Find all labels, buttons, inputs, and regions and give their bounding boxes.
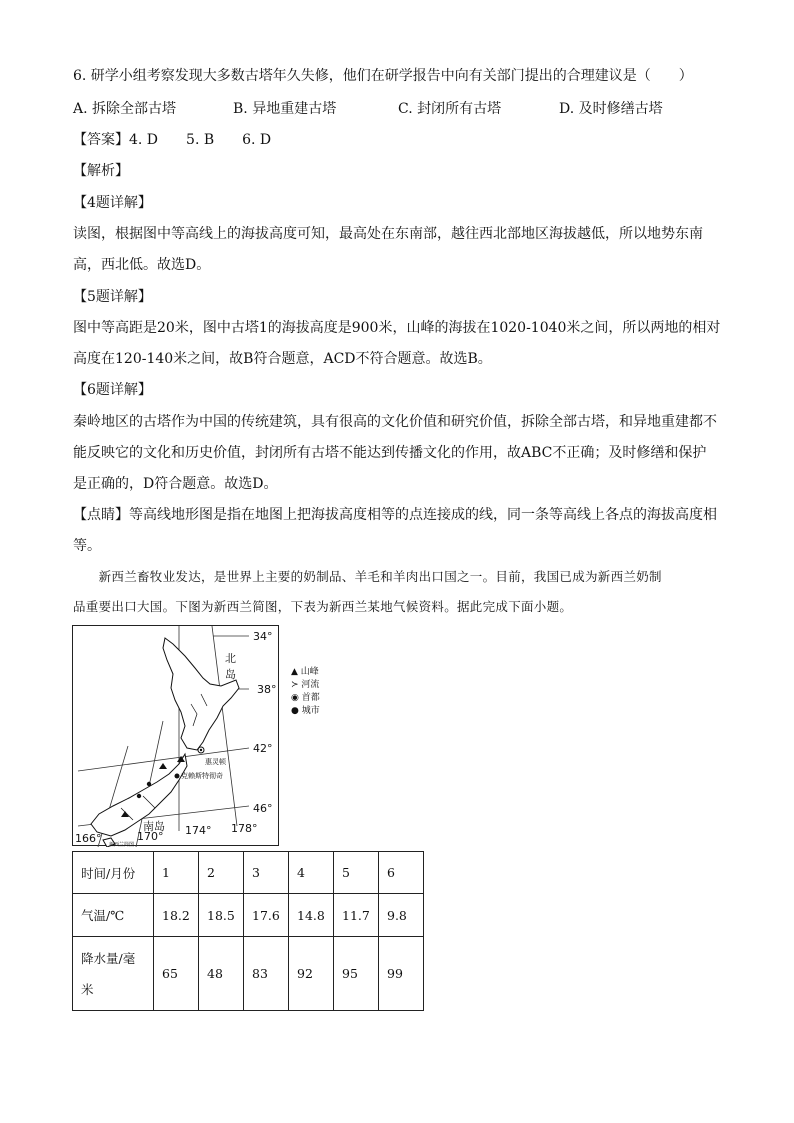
q6-line-1: 秦岭地区的古塔作为中国的传统建筑，具有很高的文化价值和研究价值，拆除全部古塔，和异地重建都不 bbox=[73, 414, 717, 430]
table-header-month: 时间/月份 bbox=[73, 852, 154, 894]
table-cell: 2 bbox=[199, 852, 244, 894]
table-cell: 1 bbox=[154, 852, 199, 894]
lon-label-170: 170° bbox=[137, 830, 164, 843]
table-cell: 83 bbox=[244, 937, 289, 1011]
q4-title: 【4题详解】 bbox=[73, 195, 152, 211]
peak-marker bbox=[159, 763, 167, 769]
lat-label-38: 38° bbox=[257, 683, 277, 696]
legend-river-label: 河流 bbox=[301, 680, 320, 690]
option-d: D. 及时修缮古塔 bbox=[559, 101, 663, 117]
q5-title: 【5题详解】 bbox=[73, 289, 152, 305]
question-6-stem: 6. 研学小组考察发现大多数古塔年久失修，他们在研学报告中向有关部门提出的合理建议是（ ） bbox=[73, 68, 693, 84]
map-small-label: 新西兰简图 bbox=[109, 842, 135, 847]
table-row bbox=[73, 852, 424, 894]
island-label-north-1: 北 bbox=[225, 652, 236, 665]
lat-label-34: 34° bbox=[253, 630, 273, 643]
lon-label-166: 166° bbox=[75, 832, 102, 845]
legend-city-label: 城市 bbox=[301, 706, 320, 716]
table-cell: 18.5 bbox=[199, 894, 244, 937]
city-icon: ● bbox=[291, 706, 302, 716]
table-cell: 4 bbox=[289, 852, 334, 894]
city-marker bbox=[147, 782, 151, 786]
climate-table bbox=[72, 851, 424, 1011]
precip-header-line-2: 米 bbox=[81, 981, 94, 997]
option-b: B. 异地重建古塔 bbox=[233, 101, 337, 117]
lon-label-174: 174° bbox=[185, 824, 212, 837]
intro-line-1: 新西兰畜牧业发达，是世界上主要的奶制品、羊毛和羊肉出口国之一。目前，我国已成为新西兰奶制 bbox=[73, 569, 662, 584]
tip-line-2: 等。 bbox=[73, 538, 101, 554]
legend-city bbox=[291, 705, 320, 718]
legend-peak bbox=[291, 666, 320, 679]
table-header-precipitation bbox=[73, 937, 154, 1011]
lat-label-42: 42° bbox=[253, 742, 273, 755]
table-cell: 11.7 bbox=[334, 894, 379, 937]
precip-header-line-1: 降水量/毫 bbox=[81, 950, 136, 966]
q6-line-2: 能反映它的文化和历史价值，封闭所有古塔不能达到传播文化的作用，故ABC不正确；及时修缮和保护 bbox=[73, 445, 707, 461]
answer-label: 【答案】 bbox=[73, 132, 129, 148]
table-cell: 9.8 bbox=[379, 894, 424, 937]
lat-label-46: 46° bbox=[253, 802, 273, 815]
island-label-south: 南岛 bbox=[143, 820, 165, 833]
q5-line-2: 高度在120-140米之间，故B符合题意，ACD不符合题意。故选B。 bbox=[73, 351, 492, 367]
answer-text: 4. D 5. B 6. D bbox=[129, 132, 272, 148]
answer-line bbox=[73, 130, 271, 150]
legend-capital-label: 首都 bbox=[301, 693, 320, 703]
q6-line-3: 是正确的，D符合题意。故选D。 bbox=[73, 476, 278, 492]
capital-icon: ◉ bbox=[291, 693, 302, 703]
table-cell: 99 bbox=[379, 937, 424, 1011]
river-icon: ≻ bbox=[291, 680, 302, 690]
option-c: C. 封闭所有古塔 bbox=[398, 101, 502, 117]
option-a: A. 拆除全部古塔 bbox=[73, 101, 177, 117]
q5-line-1: 图中等高距是20米，图中古塔1的海拔高度是900米，山峰的海拔在1020-1040米之间，所以两地的相对 bbox=[73, 320, 721, 336]
table-cell: 95 bbox=[334, 937, 379, 1011]
table-cell: 5 bbox=[334, 852, 379, 894]
table-cell: 3 bbox=[244, 852, 289, 894]
table-header-temperature: 气温/℃ bbox=[73, 894, 154, 937]
q6-title: 【6题详解】 bbox=[73, 382, 152, 398]
intro-line-2: 品重要出口大国。下图为新西兰简图，下表为新西兰某地气候资料。据此完成下面小题。 bbox=[73, 599, 573, 614]
legend-river bbox=[291, 679, 320, 692]
q4-line-1: 读图，根据图中等高线上的海拔高度可知，最高处在东南部，越往西北部地区海拔越低，所以地势东南 bbox=[73, 226, 703, 242]
city-christchurch-marker bbox=[175, 774, 180, 779]
legend-capital bbox=[291, 692, 320, 705]
lon-label-178: 178° bbox=[231, 822, 258, 835]
table-cell: 48 bbox=[199, 937, 244, 1011]
table-cell: 18.2 bbox=[154, 894, 199, 937]
table-cell: 92 bbox=[289, 937, 334, 1011]
table-row bbox=[73, 894, 424, 937]
table-cell: 14.8 bbox=[289, 894, 334, 937]
legend-peak-label: 山峰 bbox=[300, 667, 319, 677]
city-marker bbox=[137, 794, 141, 798]
q4-line-2: 高，西北低。故选D。 bbox=[73, 257, 211, 273]
map-graphic bbox=[73, 626, 280, 847]
table-cell: 6 bbox=[379, 852, 424, 894]
table-cell: 65 bbox=[154, 937, 199, 1011]
table-row bbox=[73, 937, 424, 1011]
island-label-north-2: 岛 bbox=[225, 668, 236, 681]
tip-line-1: 【点睛】等高线地形图是指在地图上把海拔高度相等的点连接成的线，同一条等高线上各点的海拔高度相 bbox=[73, 507, 717, 523]
city-label-christchurch: 克赖斯特彻奇 bbox=[181, 772, 223, 780]
capital-dot bbox=[200, 749, 202, 751]
analysis-label: 【解析】 bbox=[73, 163, 129, 179]
city-label-wellington: 惠灵顿 bbox=[205, 758, 226, 766]
map-legend bbox=[291, 666, 320, 718]
peak-icon: ▲ bbox=[291, 667, 301, 677]
new-zealand-map bbox=[72, 625, 279, 846]
table-cell: 17.6 bbox=[244, 894, 289, 937]
